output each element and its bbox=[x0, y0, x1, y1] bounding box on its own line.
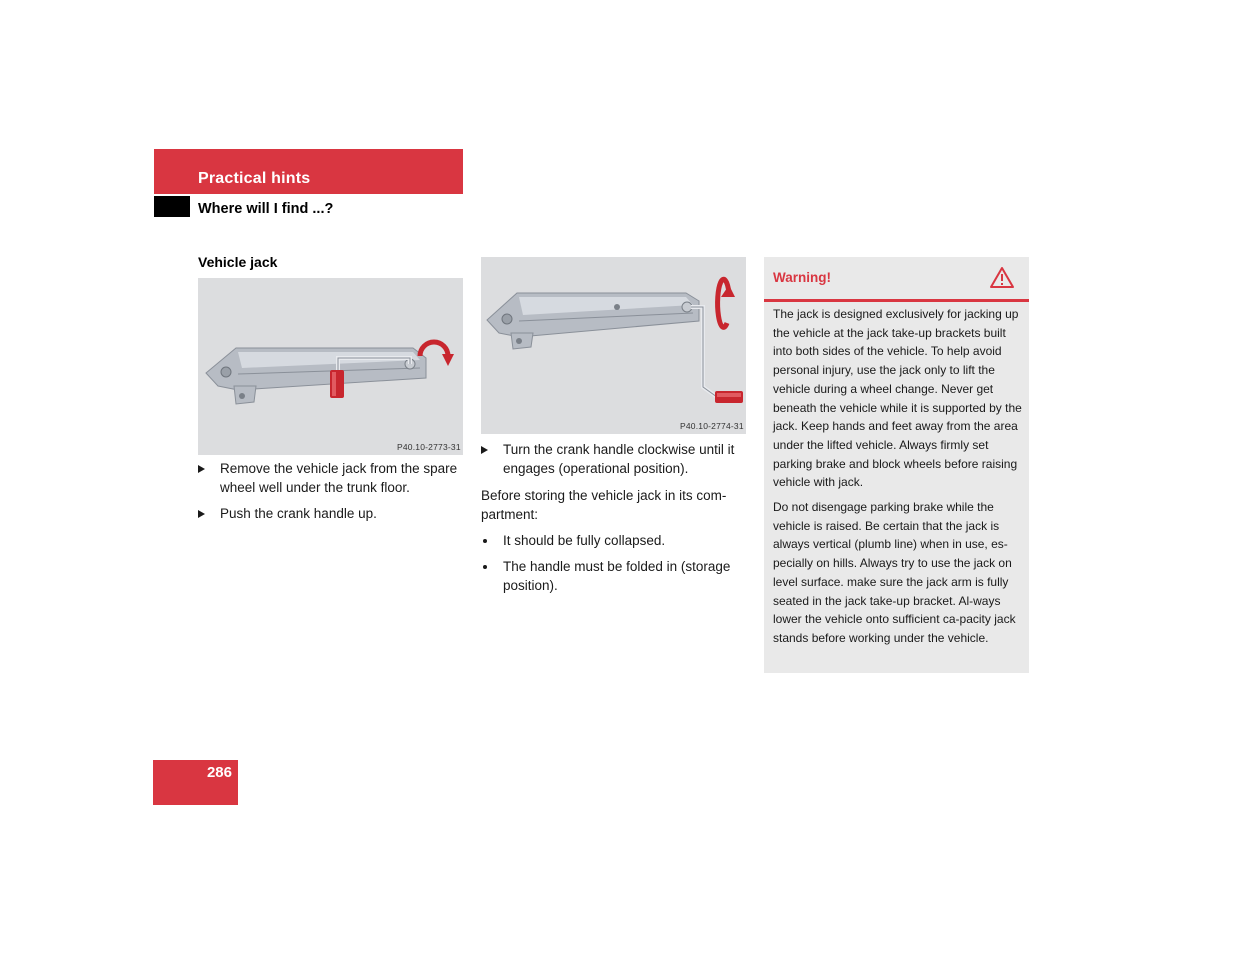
jack-crank-operational-figure bbox=[481, 257, 746, 434]
step-text: Turn the crank handle clockwise until it engages (operational position). bbox=[503, 442, 735, 476]
subsection-title: Where will I find ...? bbox=[198, 201, 334, 217]
warning-title: Warning! bbox=[773, 270, 831, 285]
step-arrow-icon bbox=[198, 465, 205, 473]
jack-illustration bbox=[198, 278, 463, 455]
bullet-dot-icon bbox=[483, 565, 487, 569]
step-arrow-icon bbox=[198, 510, 205, 518]
subsection-marker bbox=[154, 196, 190, 217]
step-arrow-icon bbox=[481, 446, 488, 454]
jack-crank-up-figure bbox=[198, 278, 463, 455]
list-item-text: It should be fully collapsed. bbox=[503, 533, 666, 548]
step-item bbox=[198, 459, 463, 497]
warning-triangle-icon bbox=[989, 266, 1015, 289]
warning-paragraph: Do not disengage parking brake while the vehicle is raised. Be certain that the jack is always vertical (plumb line) when in use, es-pecially on hills. Always try to use the jack on level surface. make sure the jack arm is fully seated in the jack take-up bracket. Al-ways lower the vehicle onto sufficient ca-pacity jack stands before working under the vehicle. bbox=[773, 500, 1016, 645]
warning-header bbox=[764, 257, 1029, 302]
storage-intro: Before storing the vehicle jack in its com-partment: bbox=[481, 488, 727, 522]
section-title: Practical hints bbox=[198, 170, 311, 187]
step-item bbox=[481, 440, 746, 478]
warning-paragraph: The jack is designed exclusively for jacking up the vehicle at the jack take-up brackets built into both sides of the vehicle. To help avoid personal injury, use the jack only to lift the vehicle during a wheel change. Never get beneath the vehicle while it is supported by the jack. Keep hands and feet away from the area under the lifted vehicle. Always firmly set parking brake and block wheels before raising vehicle with jack. bbox=[773, 307, 1022, 490]
page-number: 286 bbox=[206, 764, 232, 781]
page-number-tab bbox=[153, 760, 238, 805]
jack-illustration bbox=[481, 257, 746, 434]
step-item bbox=[198, 504, 463, 523]
warning-box bbox=[764, 257, 1029, 673]
list-item-text: The handle must be folded in (storage position). bbox=[503, 559, 731, 593]
figure-code: P40.10-2773-31 bbox=[397, 442, 461, 452]
step-text: Push the crank handle up. bbox=[220, 506, 377, 521]
figure-code: P40.10-2774-31 bbox=[680, 421, 744, 431]
bullet-dot-icon bbox=[483, 539, 487, 543]
list-item bbox=[481, 531, 746, 550]
list-item bbox=[481, 557, 746, 595]
step-text: Remove the vehicle jack from the spare wheel well under the trunk floor. bbox=[220, 461, 458, 495]
topic-heading: Vehicle jack bbox=[198, 254, 278, 270]
